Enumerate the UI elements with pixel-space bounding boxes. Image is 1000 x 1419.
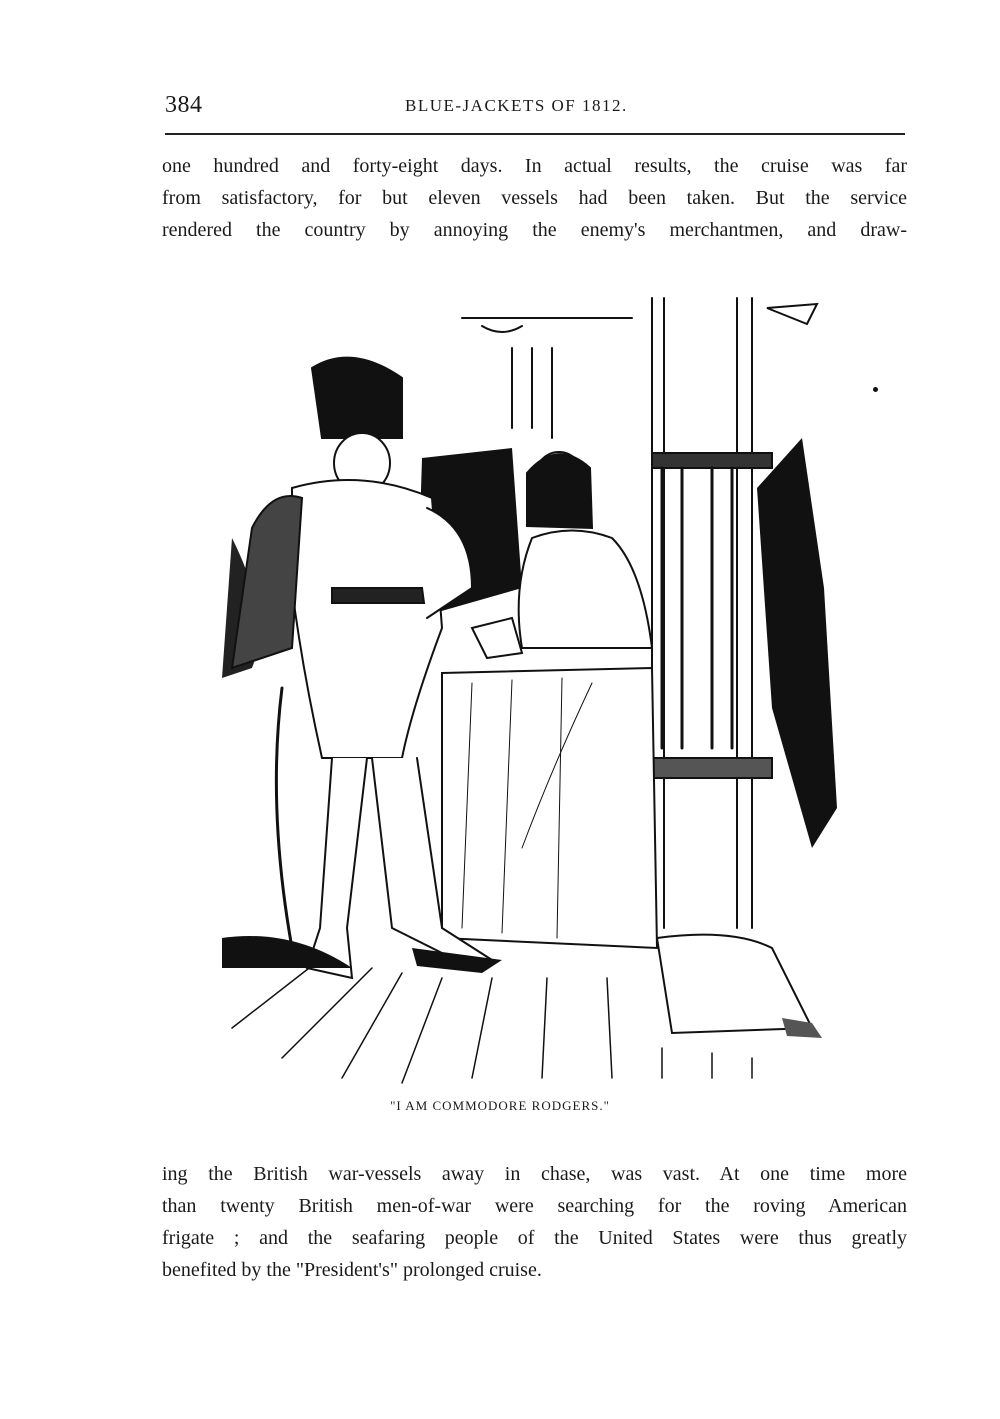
ink-speck (873, 387, 878, 392)
page-header (165, 92, 905, 132)
illustration-caption: "I AM COMMODORE RODGERS." (390, 1098, 610, 1113)
text-line: benefited by the "President's" prolonged cruise. (162, 1259, 542, 1281)
text-line: frigate ; and the seafaring people of the United States were thus greatly (162, 1227, 907, 1249)
body-paragraph-bottom (162, 1158, 907, 1286)
bicorne-hat (312, 358, 402, 438)
text-line: one hundred and forty-eight days. In actual results, the cruise was far (162, 155, 907, 177)
shadow-panel (757, 438, 837, 848)
text-line: rendered the country by annoying the enemy's merchantmen, and draw- (162, 219, 907, 241)
text-line: from satisfactory, for but eleven vessels had been taken. But the service (162, 187, 907, 209)
text-line: ing the British war-vessels away in chase, was vast. At one time more (162, 1163, 907, 1185)
body-paragraph-top (162, 150, 907, 246)
page-number: 384 (165, 92, 203, 118)
header-rule (165, 133, 905, 135)
running-head: BLUE-JACKETS OF 1812. (405, 96, 628, 115)
text-line: than twenty British men-of-war were searching for the roving American (162, 1195, 907, 1217)
illustration-commodore-rodgers (212, 288, 842, 1088)
